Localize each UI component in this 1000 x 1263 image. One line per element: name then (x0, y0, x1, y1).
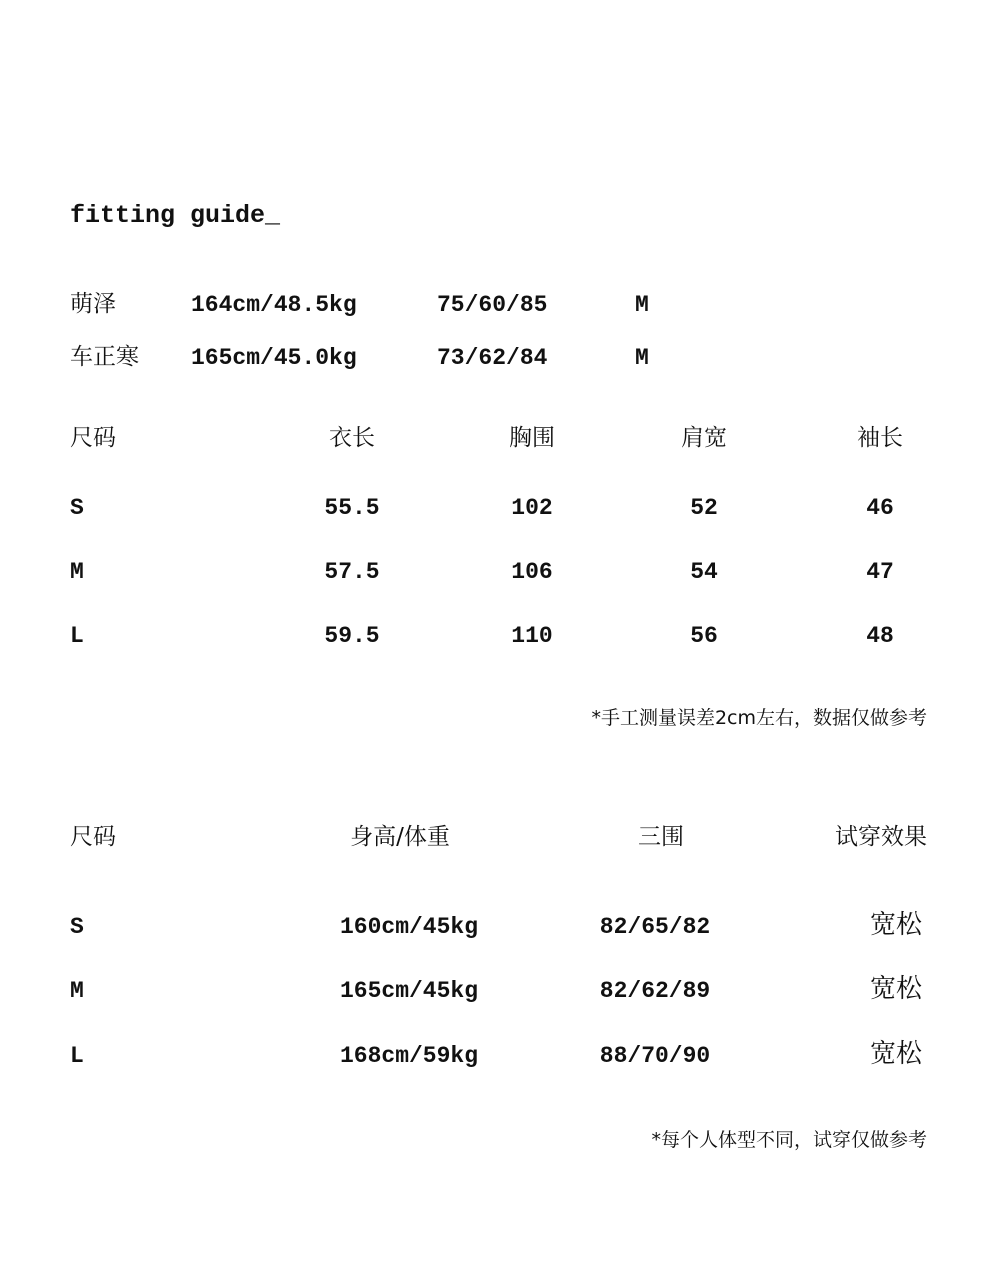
shoulder-cell: 52 (690, 495, 718, 521)
model-height-weight: 165cm/45.0kg (191, 345, 357, 371)
height-weight-cell: 165cm/45kg (339, 978, 479, 1004)
height-weight-cell: 160cm/45kg (339, 914, 479, 940)
length-cell: 59.5 (324, 623, 380, 649)
size-cell: M (70, 978, 84, 1004)
shoulder-cell: 54 (690, 559, 718, 585)
model-height-weight: 164cm/48.5kg (191, 292, 357, 318)
fit-effect-cell: 宽松 (869, 910, 922, 940)
header-length: 衣长 (329, 425, 375, 451)
length-cell: 55.5 (324, 495, 380, 521)
size-cell: L (70, 623, 84, 649)
sleeve-cell: 46 (866, 495, 894, 521)
header-size: 尺码 (70, 425, 116, 451)
measurements-cell: 82/62/89 (599, 978, 711, 1004)
header-sleeve: 袖长 (857, 425, 903, 451)
chest-cell: 106 (511, 559, 553, 585)
measurements-cell: 82/65/82 (599, 914, 711, 940)
size-cell: S (70, 495, 84, 521)
header-shoulder: 肩宽 (681, 425, 727, 451)
measurements-cell: 88/70/90 (599, 1043, 711, 1069)
model-name: 萌泽 (70, 291, 116, 317)
header-chest: 胸围 (509, 425, 555, 451)
fit-effect-cell: 宽松 (869, 974, 922, 1004)
size-cell: M (70, 559, 84, 585)
measurement-note: *手工测量误差2cm左右，数据仅做参考 (591, 707, 927, 729)
header-height-weight: 身高/体重 (350, 824, 450, 850)
chest-cell: 102 (511, 495, 553, 521)
sleeve-cell: 47 (866, 559, 894, 585)
page-title: fitting guide_ (70, 201, 281, 230)
header-fit-effect: 试穿效果 (835, 824, 927, 850)
header-measurements: 三围 (638, 824, 684, 850)
height-weight-cell: 168cm/59kg (339, 1043, 479, 1069)
sleeve-cell: 48 (866, 623, 894, 649)
model-size: M (635, 345, 649, 371)
model-measurements: 73/62/84 (437, 345, 548, 371)
fit-effect-cell: 宽松 (869, 1039, 922, 1069)
size-cell: S (70, 914, 84, 940)
model-measurements: 75/60/85 (437, 292, 548, 318)
model-name: 车正寒 (70, 344, 139, 370)
header-size: 尺码 (70, 824, 116, 850)
shoulder-cell: 56 (690, 623, 718, 649)
chest-cell: 110 (511, 623, 553, 649)
fit-note: *每个人体型不同，试穿仅做参考 (651, 1129, 927, 1151)
model-size: M (635, 292, 649, 318)
length-cell: 57.5 (324, 559, 380, 585)
size-cell: L (70, 1043, 84, 1069)
